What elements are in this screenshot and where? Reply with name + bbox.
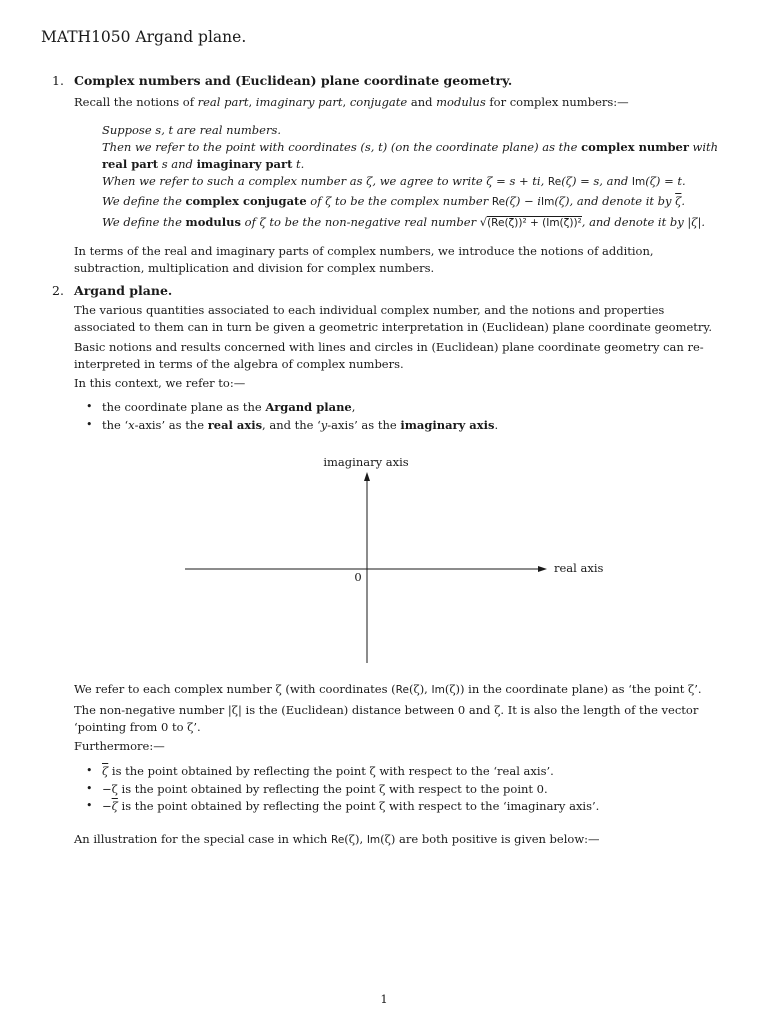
list-item: • −ζ is the point obtained by reflecting the point ζ with respect to the point 0. — [86, 781, 548, 796]
section-2-title: Argand plane. — [74, 283, 173, 298]
lines-circles-paragraph: Basic notions and results concerned with lines and circles in (Euclidean) plane coordinate geometry can re-interpreted in terms of the algebra of complex numbers. — [74, 340, 704, 371]
list-item: • the coordinate plane as the Argand plane, — [86, 400, 356, 414]
point-zeta-paragraph: We refer to each complex number ζ (with coordinates (Re(ζ), Im(ζ)) in the coordinate plane) as ‘the point ζ’. — [74, 682, 702, 696]
quote-modulus-definition: We define the modulus of ζ to be the non-negative real number √(Re(ζ))² + (Im(ζ))², and denote it by |ζ|. — [102, 215, 706, 229]
quote-suppose: Suppose s, t are real numbers. — [102, 123, 282, 137]
quote-complex-number-definition: Then we refer to the point with coordinates (s, t) (on the coordinate plane) as the complex number with real part s and imaginary part t. — [102, 140, 719, 171]
modulus-distance-paragraph: The non-negative number |ζ| is the (Euclidean) distance between 0 and ζ. It is also the length of the vector ‘pointing from 0 to ζ’. — [74, 703, 699, 734]
geometric-interpretation-paragraph: The various quantities associated to each individual complex number, and the notions and properties associated to them can in turn be given a geometric interpretation in (Euclidean) plane coordinate geometry. — [74, 303, 713, 334]
imaginary-axis-label: imaginary axis — [323, 455, 409, 469]
illustration-intro-paragraph: An illustration for the special case in which Re(ζ), Im(ζ) are both positive is given below:— — [74, 832, 600, 846]
recall-paragraph: Recall the notions of real part, imaginary part, conjugate and modulus for complex numbers:— — [74, 95, 629, 109]
list-item: • $-\overline{\zeta}$ is the point obtained by reflecting the point ζ with respect to the ‘imaginary axis’. — [86, 799, 600, 813]
page-number: 1 — [380, 992, 388, 1006]
origin-label: 0 — [354, 570, 362, 584]
quote-notation: When we refer to such a complex number as ζ, we agree to write ζ = s + ti, Re(ζ) = s, and Im(ζ) = t. — [102, 174, 686, 188]
list-item: • the ‘x-axis’ as the real axis, and the ‘y-axis’ as the imaginary axis. — [86, 417, 499, 432]
quote-conjugate-definition: We define the complex conjugate of ζ to be the complex number Re(ζ) − iIm(ζ), and denote it by $\overline{\zeta}$. — [102, 194, 686, 208]
document-title: MATH1050 Argand plane. — [41, 28, 247, 46]
list-item: • $\overline{\zeta}$ is the point obtained by reflecting the point ζ with respect to the ‘real axis’. — [86, 764, 554, 778]
real-axis-label: real axis — [554, 561, 604, 575]
section-1-number: 1. — [52, 73, 64, 88]
reflections-list — [86, 763, 706, 816]
real-axis-arrowhead — [538, 566, 547, 572]
section-1-title: Complex numbers and (Euclidean) plane coordinate geometry. — [74, 73, 513, 88]
terms-paragraph: In terms of the real and imaginary parts of complex numbers, we introduce the notions of addition, subtraction, multiplication and division for complex numbers. — [74, 244, 654, 275]
context-paragraph: In this context, we refer to:— — [74, 376, 246, 390]
imaginary-axis-arrowhead — [364, 472, 370, 481]
section-2-number: 2. — [52, 283, 64, 298]
furthermore-paragraph: Furthermore:— — [74, 739, 165, 753]
